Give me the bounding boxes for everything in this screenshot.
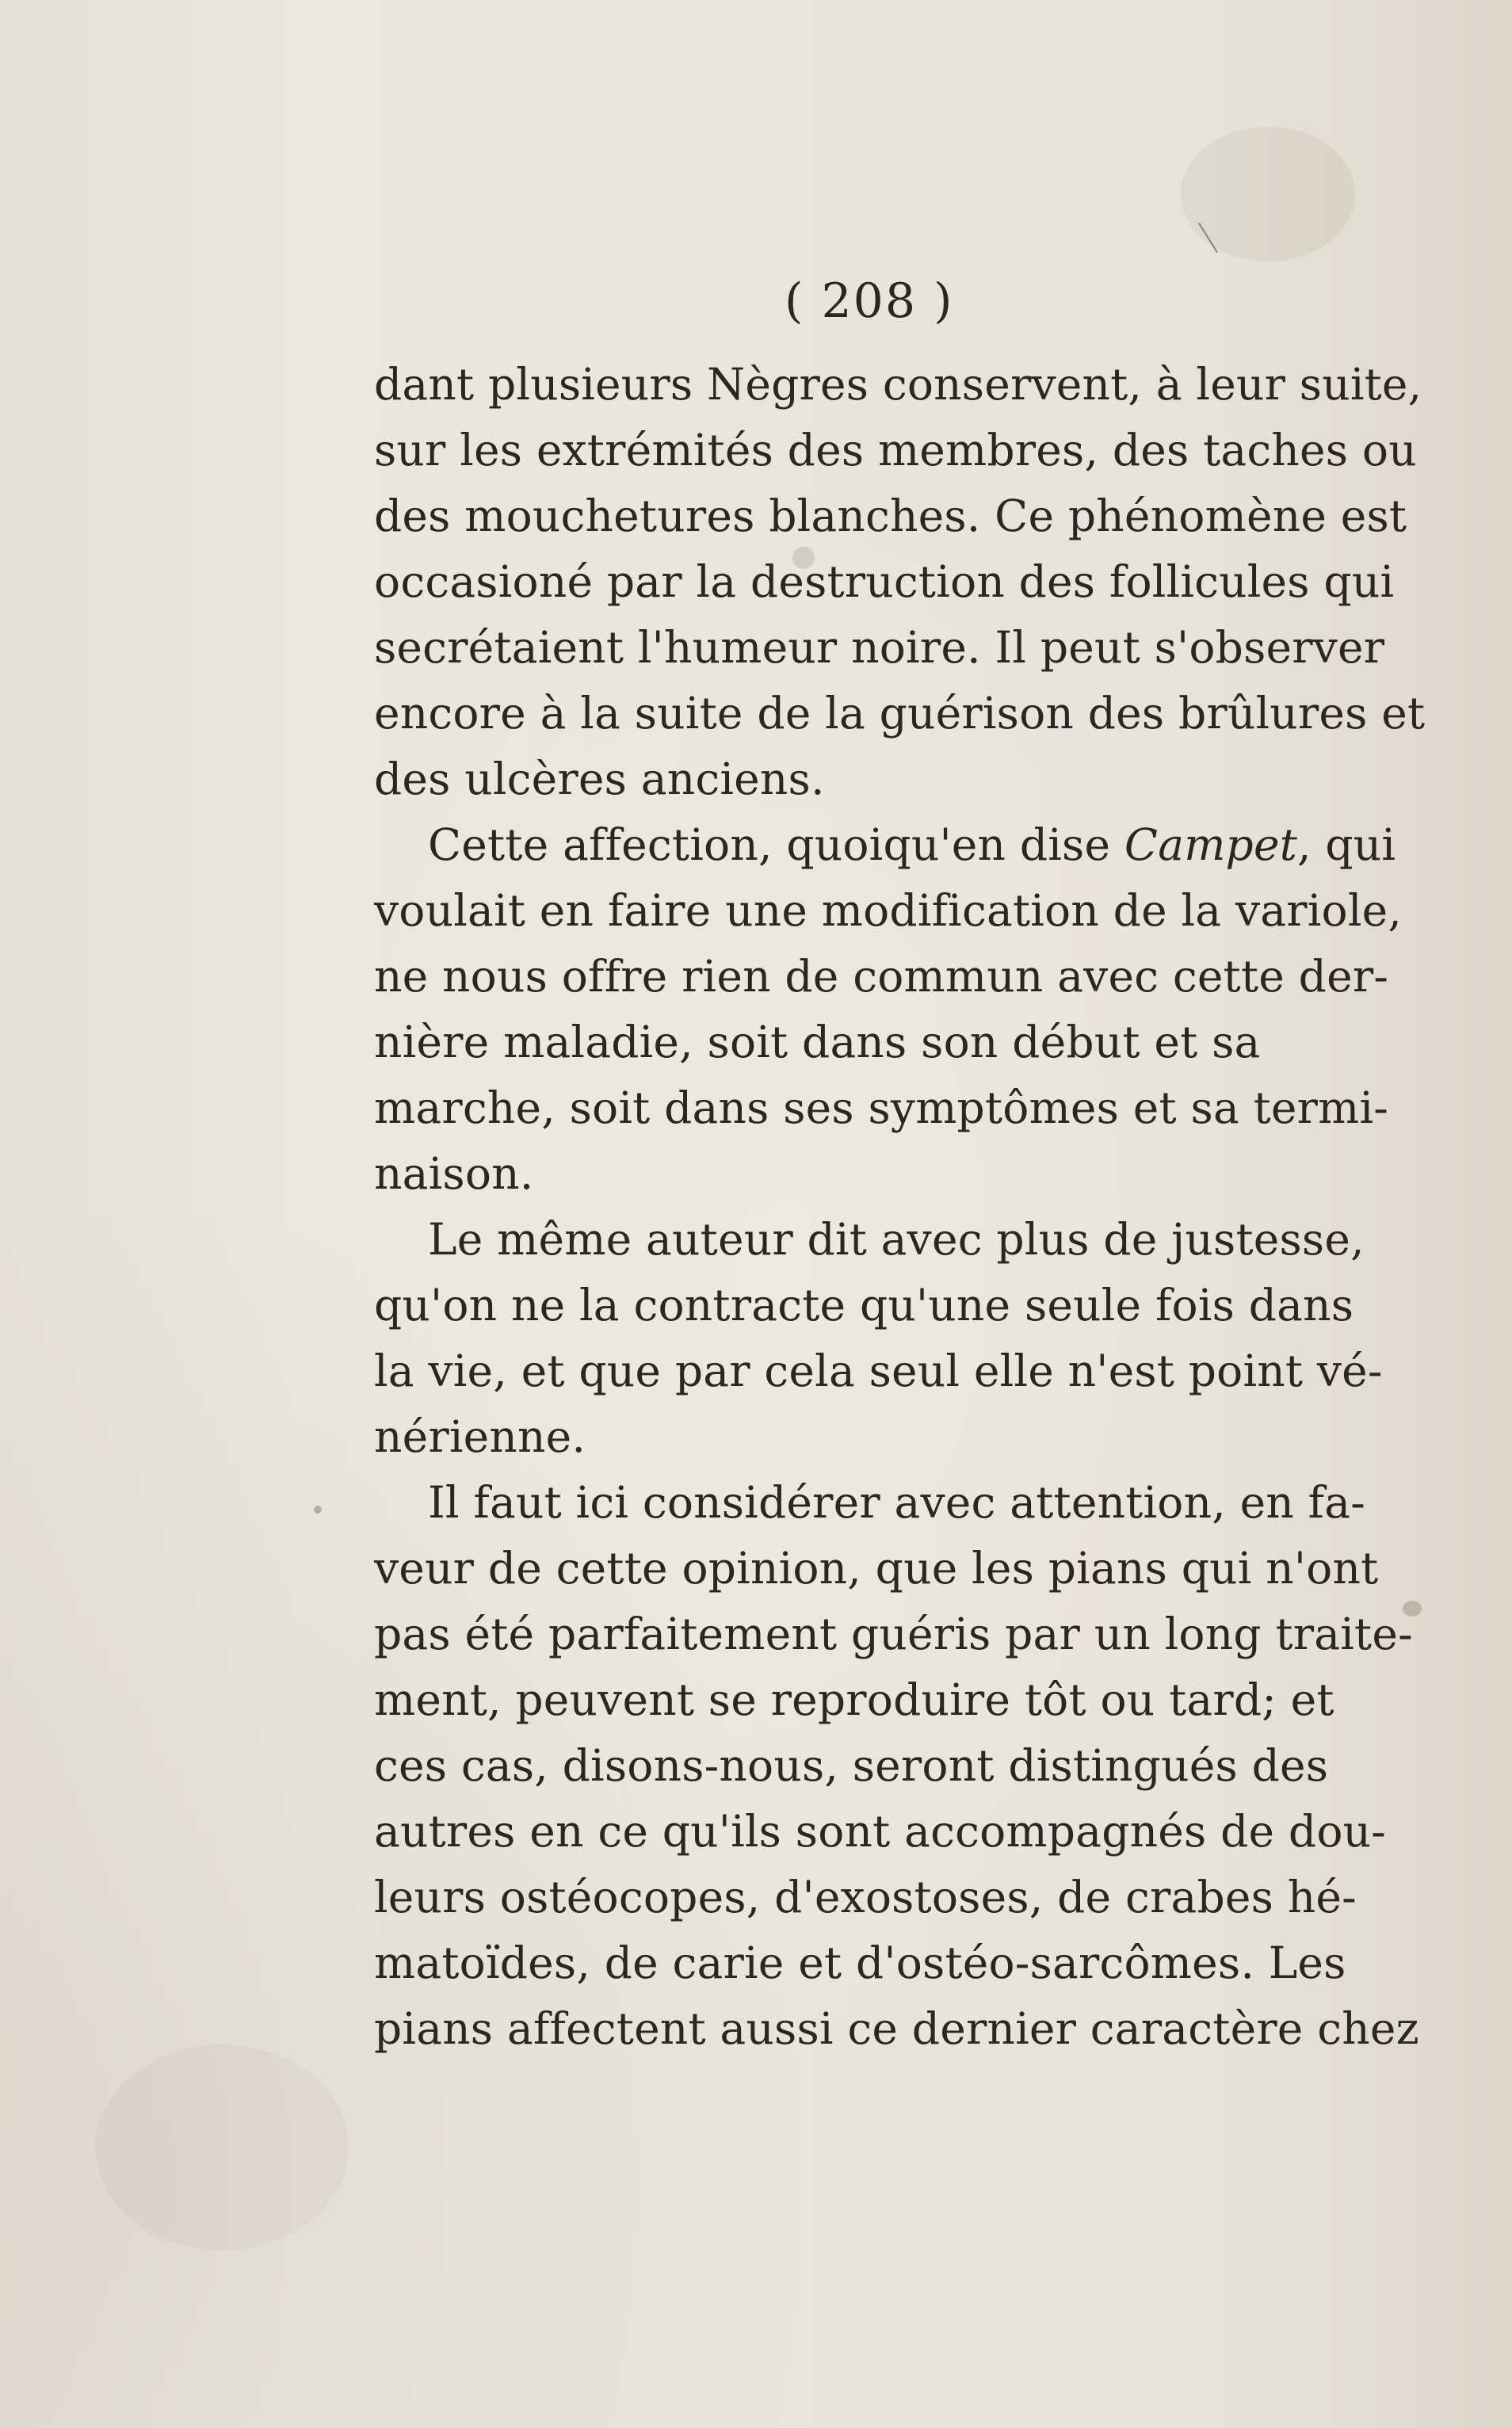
page-number: ( 208 ) xyxy=(785,273,954,329)
text-line: ne nous offre rien de commun avec cette der- xyxy=(374,951,1389,1002)
text-line: ces cas, disons-nous, seront distingués des xyxy=(374,1740,1329,1791)
text-line: occasioné par la destruction des follicules qui xyxy=(374,556,1395,607)
italic-author-name: Campet xyxy=(1124,819,1298,870)
text-line: Il faut ici considérer avec attention, en fa- xyxy=(428,1477,1365,1528)
paper-stain xyxy=(1181,127,1355,262)
text-line: secrétaient l'humeur noire. Il peut s'observer xyxy=(374,622,1385,673)
text-line: nière maladie, soit dans son début et sa xyxy=(374,1017,1261,1067)
text-line: autres en ce qu'ils sont accompagnés de dou- xyxy=(374,1806,1387,1857)
text-run: , qui xyxy=(1297,819,1396,870)
text-line: pians affectent aussi ce dernier caractère chez xyxy=(374,2003,1419,2054)
text-line xyxy=(374,812,1396,878)
text-line: encore à la suite de la guérison des brûlures et xyxy=(374,688,1426,739)
text-line: matoïdes, de carie et d'ostéo-sarcômes. Les xyxy=(374,1937,1346,1988)
text-line: des ulcères anciens. xyxy=(374,754,825,804)
text-line: voulait en faire une modification de la variole, xyxy=(374,885,1403,936)
paper-stain xyxy=(95,2044,349,2250)
text-line: sur les extrémités des membres, des taches ou xyxy=(374,425,1417,475)
paragraph-2 xyxy=(374,812,1403,1207)
text-line: leurs ostéocopes, d'exostoses, de crabes hé- xyxy=(374,1872,1357,1922)
text-run: Cette affection, quoiqu'en dise xyxy=(428,819,1124,870)
text-line: veur de cette opinion, que les pians qui n'ont xyxy=(374,1543,1379,1594)
text-line: marche, soit dans ses symptômes et sa termi- xyxy=(374,1082,1389,1133)
text-line: des mouchetures blanches. Ce phénomène est xyxy=(374,491,1407,541)
paragraph-3 xyxy=(374,1207,1396,1470)
text-line: la vie, et que par cela seul elle n'est point vé- xyxy=(374,1346,1383,1396)
text-line: qu'on ne la contracte qu'une seule fois dans xyxy=(374,1280,1354,1330)
paper-speck xyxy=(314,1506,322,1514)
paragraph-4 xyxy=(374,1470,1419,2062)
text-line: dant plusieurs Nègres conservent, à leur suite, xyxy=(374,359,1422,410)
text-line: nérienne. xyxy=(374,1411,586,1462)
body-text xyxy=(374,352,1426,2062)
text-line: Le même auteur dit avec plus de justesse, xyxy=(428,1214,1365,1265)
text-line: ment, peuvent se reproduire tôt ou tard; et xyxy=(374,1674,1334,1725)
text-line: pas été parfaitement guéris par un long traite- xyxy=(374,1609,1413,1659)
text-line: naison. xyxy=(374,1148,534,1199)
paragraph-1 xyxy=(374,352,1426,812)
